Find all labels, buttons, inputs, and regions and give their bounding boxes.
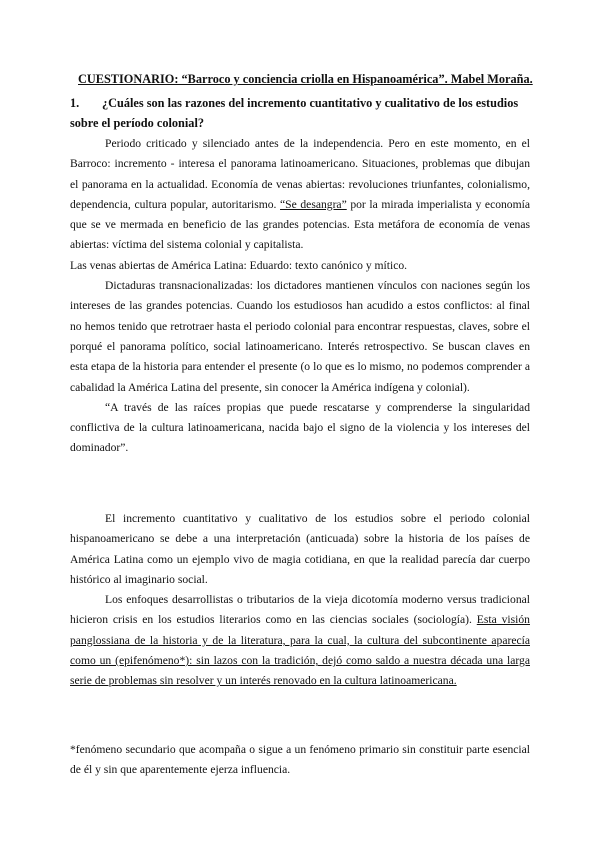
question-1: [70, 93, 530, 133]
paragraph-6-plain: Los enfoques desarrollistas o tributarios de la vieja dicotomía moderno versus tradicional hicieron crisis en los estudios literarios como en las ciencias sociales (sociología).: [70, 593, 530, 627]
paragraph-5: El incremento cuantitativo y cualitativo de los estudios sobre el periodo colonial hispanoamericano se debe a una interpretación (anticuada) sobre la historia de los países de América Latina como un ejemplo vivo de magia cotidiana, en que la realidad parecía dar cuerpo histórico al imaginario social.: [70, 512, 530, 586]
footnote: *fenómeno secundario que acompaña o sigue a un fenómeno primario sin constituir parte esencial de él y sin que aparentemente ejerza influencia.: [70, 743, 530, 777]
paragraph-3: Dictaduras transnacionalizadas: los dictadores mantienen vínculos con naciones según los intereses de las grandes potencias. Cuando los estudiosos han acudido a estos conflictos: al final no hemos tenido que retrotraer hasta el periodo colonial para encontrar respuestas, claves, sobre el porqué el panorama político, social latinoamericano. Interés retrospectivo. Se buscan claves en esta etapa de la historia para entender el presente (o lo que es lo mismo, no podemos comprender a cabalidad la América Latina del presente, sin conocer la América indígena y colonial).: [70, 279, 530, 394]
quote-paragraph: “A través de las raíces propias que puede rescatarse y comprenderse la singularidad conflictiva de la cultura latinoamericana, nacida bajo el signo de la violencia y los intereses del dominador”.: [70, 400, 530, 455]
question-number: 1.: [70, 96, 80, 110]
paragraph-2: Las venas abiertas de América Latina: Eduardo: texto canónico y mítico.: [70, 258, 408, 272]
paragraph-1: [70, 134, 530, 256]
question-text: ¿Cuáles son las razones del incremento cuantitativo y cualitativo de los estudios sobre el período colonial?: [70, 96, 519, 130]
answer-section-2: [70, 509, 530, 692]
document-title: CUESTIONARIO: “Barroco y conciencia criolla en Hispanoamérica”. Mabel Moraña.: [78, 72, 533, 86]
answer-section-1: [70, 134, 530, 459]
paragraph-6: [70, 590, 530, 691]
paragraph-1-before: Periodo criticado y silenciado antes de la independencia. Pero en este momento, en el Barroco: incremento - interesa el panorama latinoamericano. Situaciones, problemas que dibujan el panorama en la actualidad. Economía de venas abiertas: revoluciones triunfantes, colonialismo, dependencia, cultura popular, autoritarismo.: [70, 137, 530, 211]
paragraph-1-after: por la mirada imperialista y economía que se ve mermada en beneficio de las grandes potencias. Esta metáfora de economía de venas abiertas: víctima del sistema colonial y capitalista.: [70, 197, 530, 252]
paragraph-6-underlined: Esta visión panglossiana de la historia y de la literatura, para la cual, la cultura del subcontinente aparecía como un (epifenómeno*): sin lazos con la tradición, dejó como saldo a nuestra década una larga serie de problemas sin resolver y un interés renovado en la cultura latinoamericana.: [70, 613, 530, 688]
paragraph-1-underlined: “Se desangra”: [280, 197, 347, 211]
